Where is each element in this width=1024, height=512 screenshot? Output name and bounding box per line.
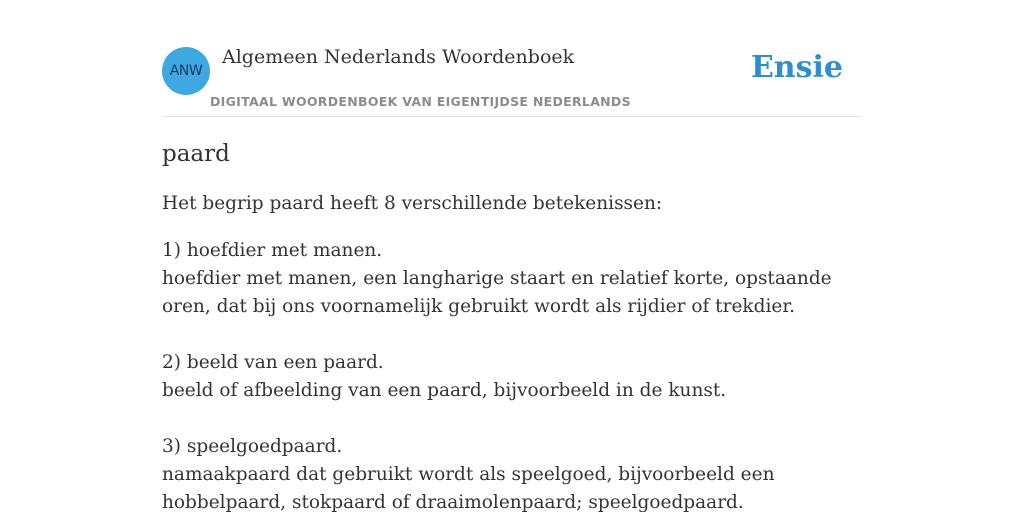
meaning-definition: beeld of afbeelding van een paard, bijvoorbeeld in de kunst. [162,380,727,401]
entry-content [162,138,862,512]
ensie-brand-link[interactable]: Ensie [750,50,843,85]
site-title[interactable]: Algemeen Nederlands Woordenboek [222,46,575,68]
meaning-item [162,237,862,321]
entry-headword: paard [162,141,230,167]
site-subtitle: DIGITAAL WOORDENBOEK VAN EIGENTIJDSE NEDERLANDS [210,94,631,109]
meaning-item [162,433,862,512]
entry-intro: Het begrip paard heeft 8 verschillende betekenissen: [162,193,663,214]
meaning-definition: namaakpaard dat gebruikt wordt als speelgoed, bijvoorbeeld een hobbelpaard, stokpaard of draaimolenpaard; speelgoedpaard. [162,464,775,512]
meaning-label: 1) hoefdier met manen. [162,240,383,261]
anw-logo[interactable] [162,47,210,95]
logo-text: ANW [169,63,203,79]
site-header [162,40,862,117]
meaning-item [162,349,862,405]
meaning-label: 2) beeld van een paard. [162,352,384,373]
meaning-definition: hoefdier met manen, een langharige staart en relatief korte, opstaande oren, dat bij ons voornamelijk gebruikt wordt als rijdier of trekdier. [162,268,832,317]
meaning-label: 3) speelgoedpaard. [162,436,343,457]
